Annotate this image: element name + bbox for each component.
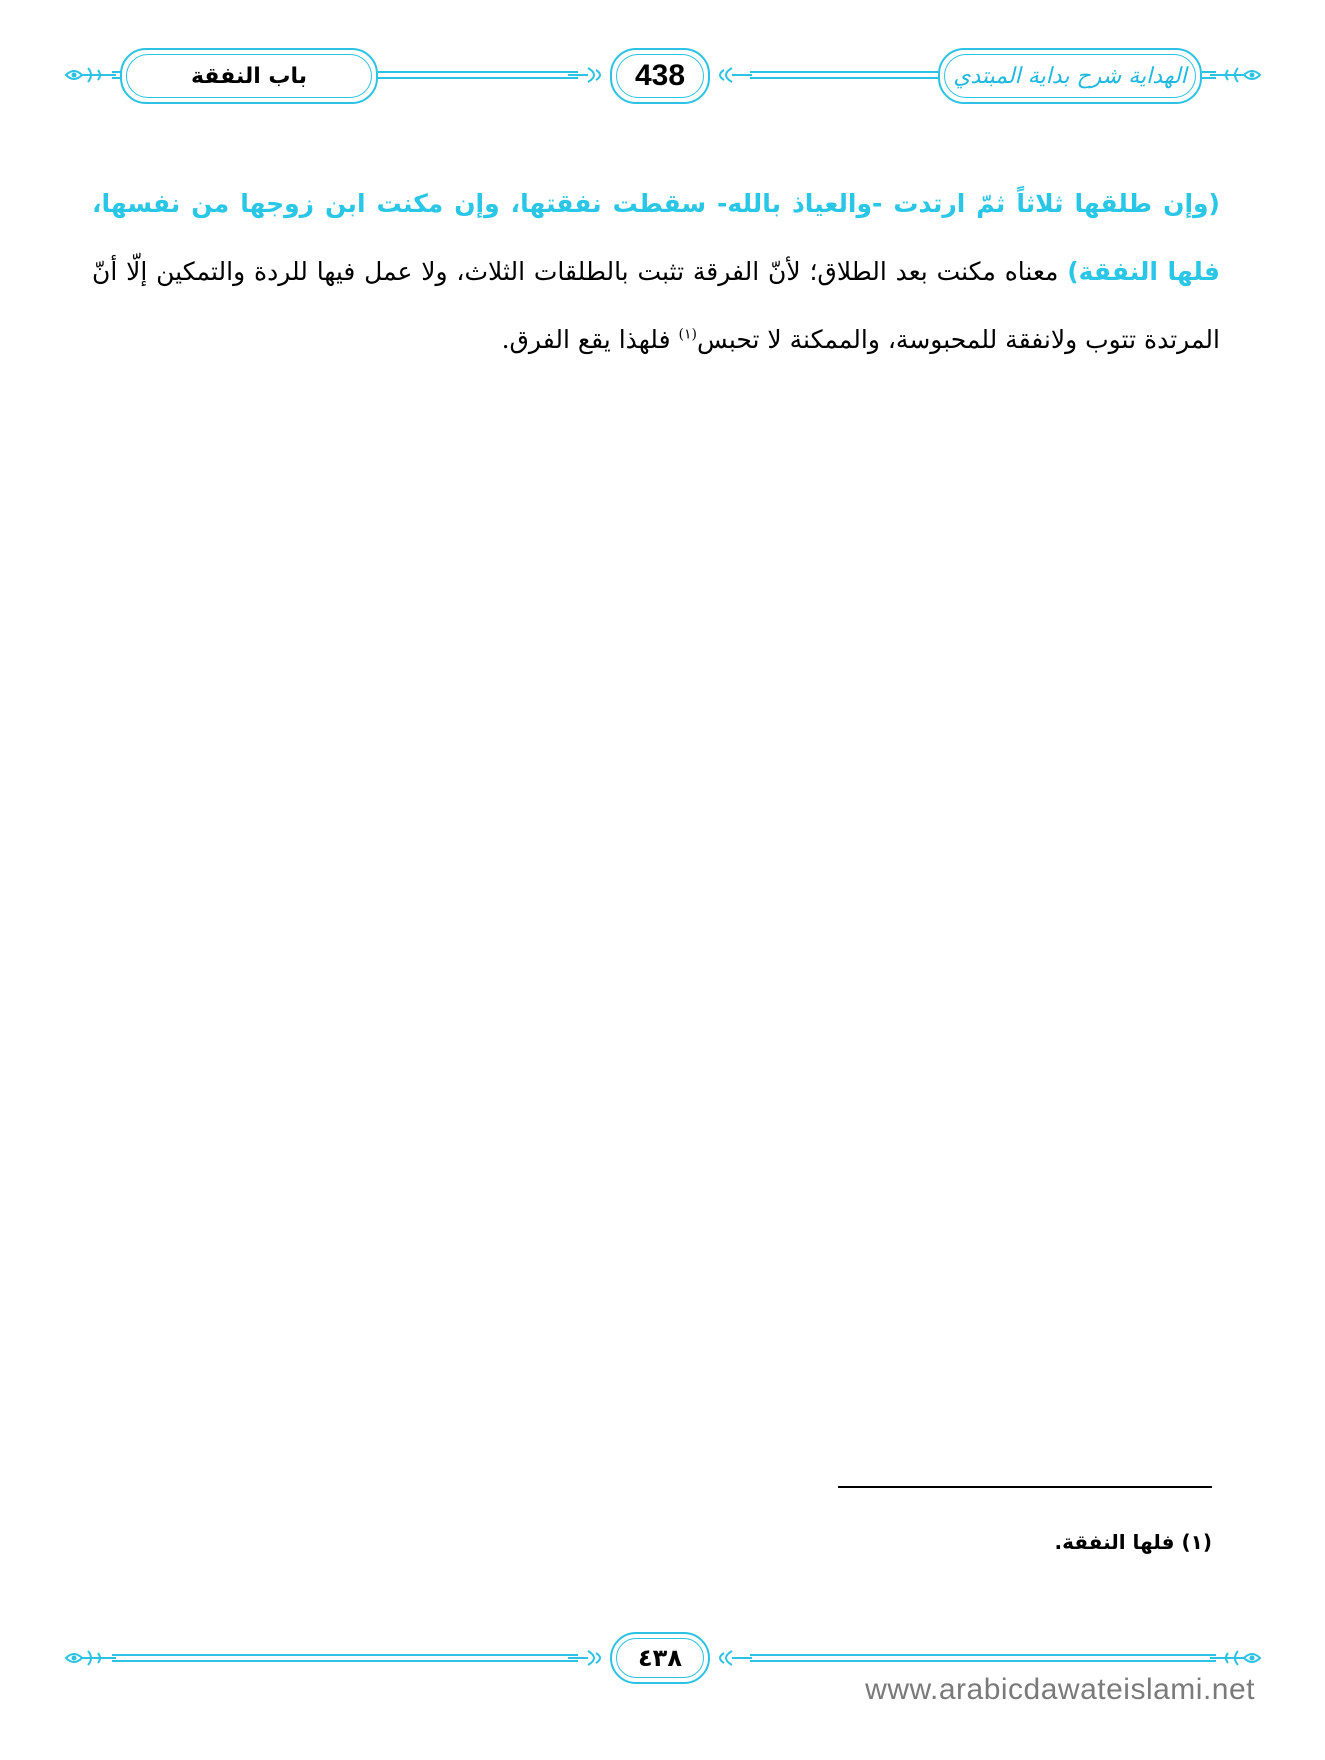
watermark: www.arabicdawateislami.net: [865, 1673, 1255, 1706]
sharh-text: معناه مكنت بعد الطلاق؛ لأنّ الفرقة تثبت بالطلقات الثلاث، ولا عمل فيها للردة والتمكين إلّا أنّ المرتدة تتوب ولانفقة للمحبوسة، والممكنة لا تحبس: [92, 257, 1220, 354]
connector-ornament-icon: [712, 1647, 754, 1667]
page-number: 438: [634, 59, 686, 92]
left-ornament-icon: [64, 1647, 106, 1667]
connector-ornament-icon: [568, 64, 610, 84]
footer-page-number: ٤٣٨: [638, 1644, 682, 1672]
connector-ornament-icon: [568, 1647, 610, 1667]
sharh-text-end: فلهذا يقع الفرق.: [501, 325, 679, 354]
matn-text: (وإن طلقها ثلاثاً ثمّ ارتدت -والعياذ بالله- سقطت نفقتها، وإن مكنت ابن زوجها من نفسها، فلها النفقة): [92, 189, 1220, 286]
left-ornament-icon: [64, 64, 106, 84]
connector-ornament-icon: [712, 64, 754, 84]
footnote-divider: [838, 1486, 1212, 1488]
footnote: (١) فلها النفقة.: [1054, 1530, 1212, 1554]
main-text: [92, 170, 1220, 374]
chapter-title-pill: [120, 48, 378, 104]
right-ornament-icon: [1210, 64, 1252, 84]
right-ornament-icon: [1210, 1647, 1252, 1667]
footnote-marker[interactable]: (١): [678, 326, 697, 343]
page-number-pill: [610, 48, 710, 104]
footer-page-number-pill: [610, 1632, 710, 1684]
chapter-title: باب النفقة: [190, 63, 308, 89]
book-title: الهداية شرح بداية المبتدي: [953, 63, 1187, 89]
book-title-pill: [938, 48, 1202, 104]
